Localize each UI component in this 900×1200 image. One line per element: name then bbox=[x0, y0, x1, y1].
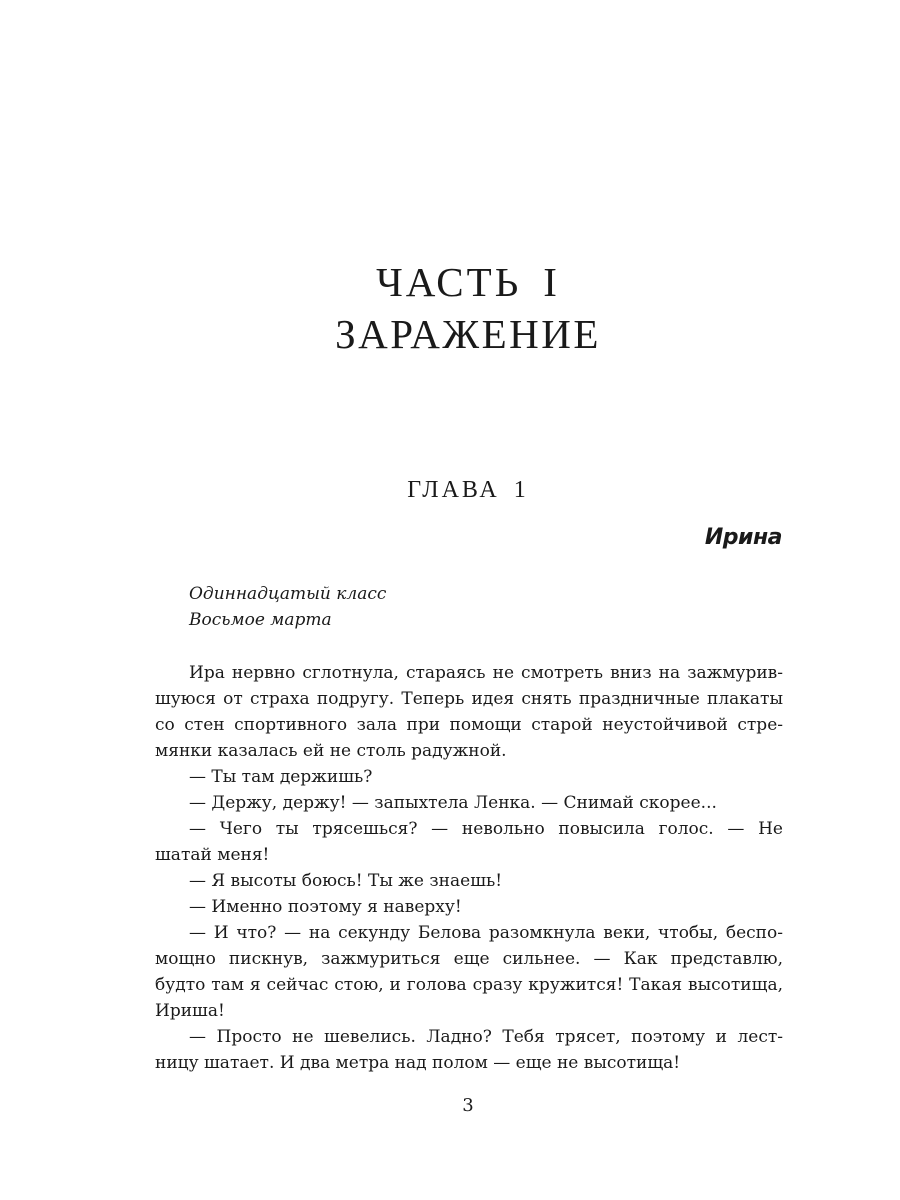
epigraph-line: Восьмое марта bbox=[189, 610, 332, 630]
body-line: мянки казалась ей не столь радужной. bbox=[155, 741, 507, 761]
pov-character-name: Ирина bbox=[704, 525, 782, 550]
body-line: — Именно поэтому я наверху! bbox=[189, 897, 462, 917]
body-text bbox=[155, 660, 783, 1076]
epigraph-line: Одиннадцатый класс bbox=[189, 584, 387, 604]
chapter-number: 1 bbox=[513, 477, 529, 503]
body-line: — Я высоты боюсь! Ты же знаешь! bbox=[189, 871, 503, 891]
part-name: ЗАРАЖЕНИЕ bbox=[335, 311, 601, 357]
chapter-heading bbox=[0, 478, 900, 502]
body-line: мощно пискнув, зажмуриться еще сильнее. — Как представлю, bbox=[155, 949, 783, 969]
body-line: — Чего ты трясешься? — невольно повысила голос. — Не bbox=[189, 819, 783, 839]
body-line: шуюся от страха подругу. Теперь идея снять праздничные плакаты bbox=[155, 689, 783, 709]
body-line: — Ты там держишь? bbox=[189, 767, 373, 787]
body-line: будто там я сейчас стою, и голова сразу кружится! Такая высотища, bbox=[155, 975, 783, 995]
page-number: 3 bbox=[462, 1095, 474, 1116]
body-line: — Держу, держу! — запыхтела Ленка. — Снимай скорее... bbox=[189, 793, 717, 813]
body-line: со стен спортивного зала при помощи старой неустойчивой стре- bbox=[155, 715, 783, 735]
part-heading bbox=[0, 259, 900, 305]
body-line: Ира нервно сглотнула, стараясь не смотреть вниз на зажмурив- bbox=[189, 663, 783, 683]
body-line: шатай меня! bbox=[155, 845, 270, 865]
part-label: ЧАСТЬ bbox=[376, 259, 522, 305]
body-line: — И что? — на секунду Белова разомкнула веки, чтобы, беспо- bbox=[189, 923, 783, 943]
body-line: ницу шатает. И два метра над полом — еще не высотища! bbox=[155, 1053, 681, 1073]
body-line: — Просто не шевелись. Ладно? Тебя трясет, поэтому и лест- bbox=[189, 1027, 783, 1047]
chapter-label: ГЛАВА bbox=[407, 477, 500, 503]
part-number: I bbox=[543, 259, 560, 305]
body-line: Ириша! bbox=[155, 1001, 225, 1021]
